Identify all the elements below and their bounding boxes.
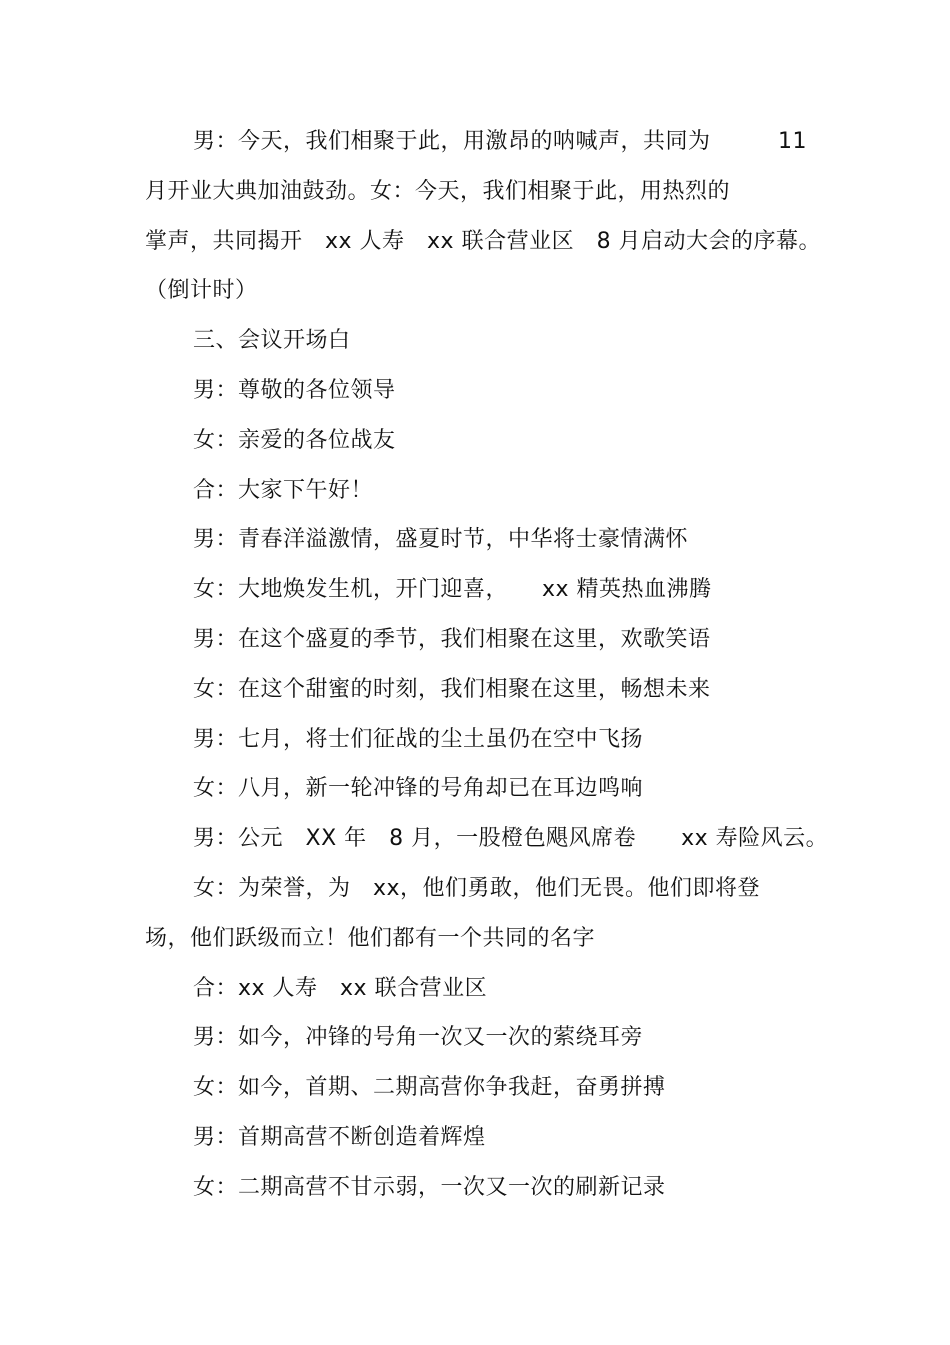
text-line: 合：大家下午好！ (193, 478, 374, 503)
text-line: 场，他们跃级而立！他们都有一个共同的名字 (145, 926, 596, 951)
text-line: 男：在这个盛夏的季节，我们相聚在这里，欢歌笑语 (193, 627, 711, 652)
text-line: 女：大地焕发生机，开门迎喜， xx 精英热血沸腾 (193, 577, 712, 602)
text-line: 女：在这个甜蜜的时刻，我们相聚在这里，畅想未来 (193, 677, 711, 702)
text-line: 男：青春洋溢激情，盛夏时节，中华将士豪情满怀 (193, 527, 689, 552)
text-line: 女：八月，新一轮冲锋的号角却已在耳边鸣响 (193, 776, 644, 801)
text-line: 合：xx 人寿 xx 联合营业区 (193, 976, 488, 1001)
text-line: 男：首期高营不断创造着辉煌 (193, 1125, 486, 1150)
text-line: 女：亲爱的各位战友 (193, 428, 396, 453)
text-line: 掌声，共同揭开 xx 人寿 xx 联合营业区 8 月启动大会的序幕。 (145, 229, 822, 254)
text-line: 男：如今，冲锋的号角一次又一次的萦绕耳旁 (193, 1025, 644, 1050)
text-line: 男：尊敬的各位领导 (193, 378, 396, 403)
text-line: 男：今天，我们相聚于此，用激昂的呐喊声，共同为 11 (193, 129, 807, 154)
text-line: 月开业大典加油鼓劲。女：今天，我们相聚于此，用热烈的 (145, 179, 731, 204)
section-heading: 三、会议开场白 (193, 328, 351, 353)
text-line: 女：为荣誉，为 xx，他们勇敢，他们无畏。他们即将登 (193, 876, 761, 901)
text-line: 男：七月，将士们征战的尘土虽仍在空中飞扬 (193, 727, 644, 752)
text-line: 男：公元 XX 年 8 月，一股橙色飓风席卷 xx 寿险风云。 (193, 826, 829, 851)
text-line: 女：如今，首期、二期高营你争我赶，奋勇拼搏 (193, 1075, 666, 1100)
text-line: （倒计时） (145, 278, 258, 303)
text-line: 女：二期高营不甘示弱，一次又一次的刷新记录 (193, 1175, 666, 1200)
